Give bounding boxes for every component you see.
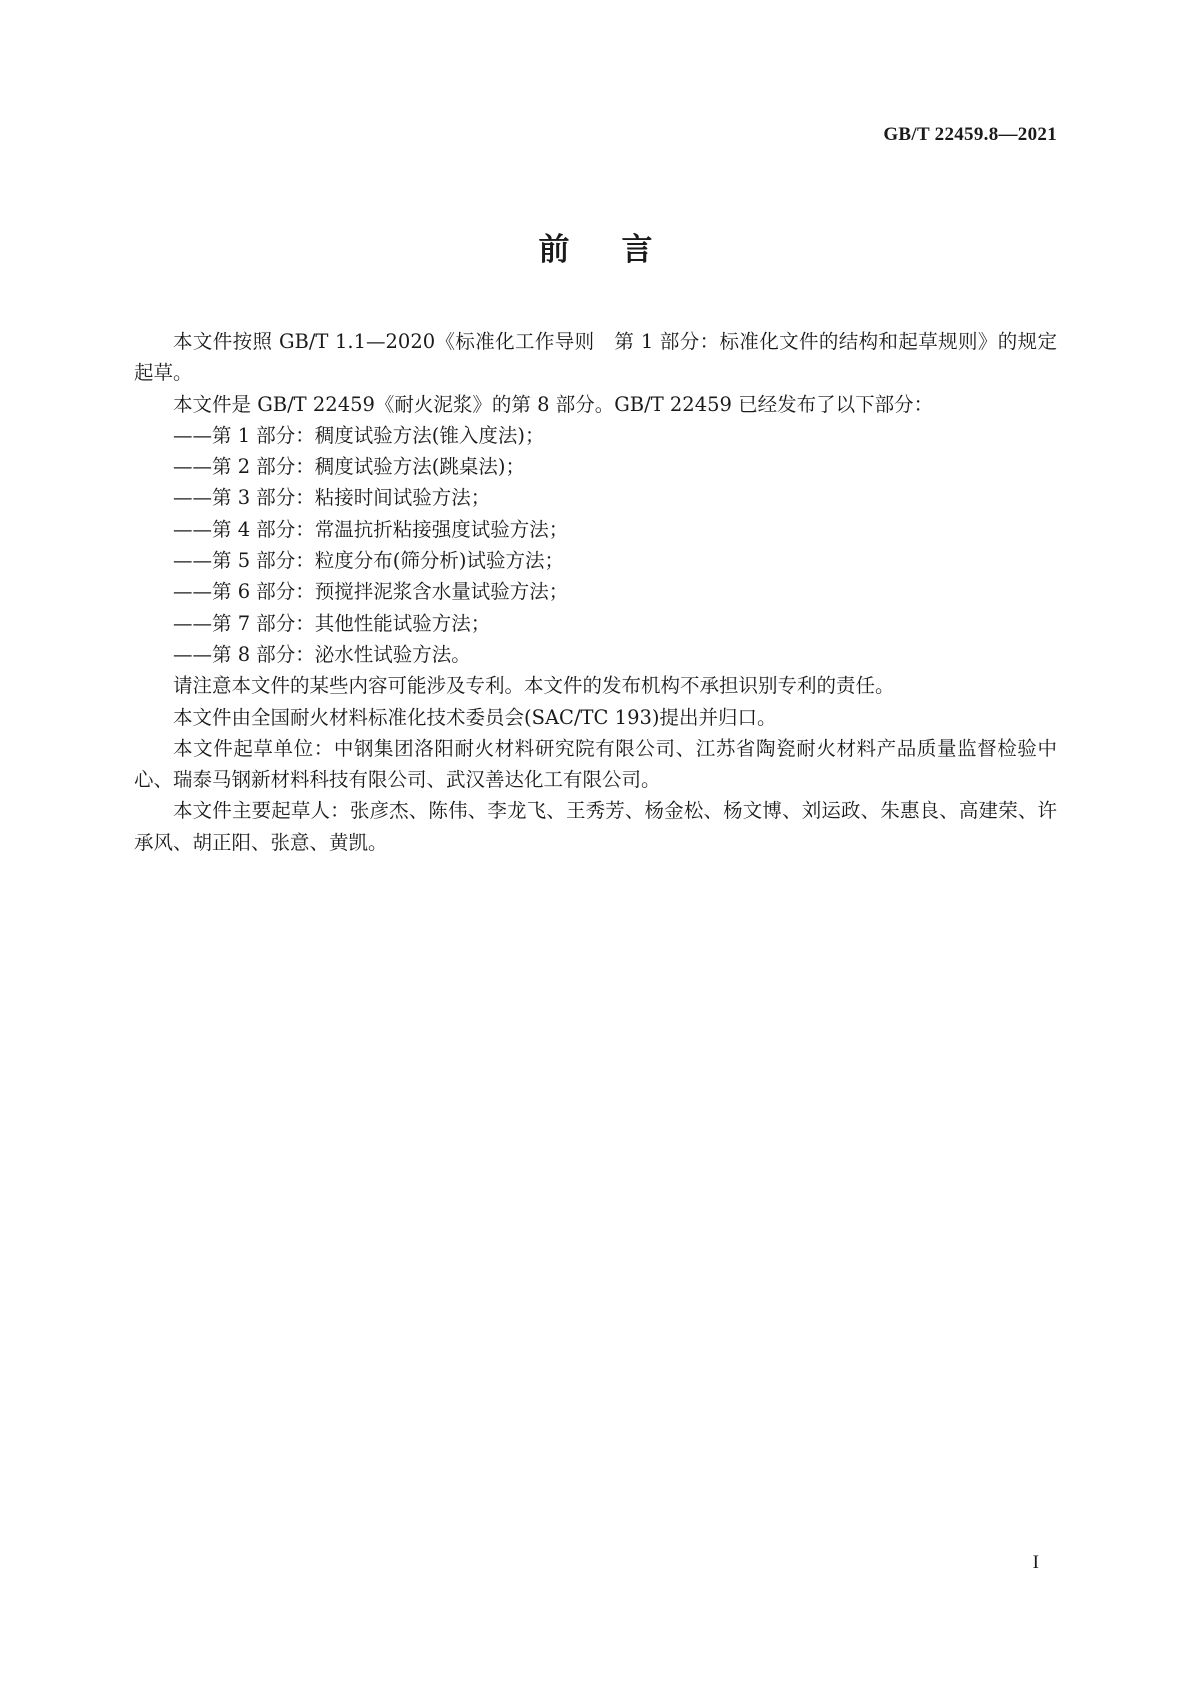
list-item-part-7: ——第 7 部分：其他性能试验方法； — [173, 611, 491, 635]
list-item-part-8: ——第 8 部分：泌水性试验方法。 — [173, 642, 471, 666]
list-item-part-1: ——第 1 部分：稠度试验方法(锥入度法)； — [173, 423, 545, 447]
paragraph-drafters: 本文件主要起草人：张彦杰、陈伟、李龙飞、王秀芳、杨金松、杨文博、刘运政、朱惠良、高建荣、许承风、胡正阳、张意、黄凯。 — [134, 799, 1057, 854]
paragraph-patent-notice: 请注意本文件的某些内容可能涉及专利。本文件的发布机构不承担识别专利的责任。 — [173, 674, 895, 698]
paragraph-drafting-units: 本文件起草单位：中钢集团洛阳耐火材料研究院有限公司、江苏省陶瓷耐火材料产品质量监督检验中心、瑞泰马钢新材料科技有限公司、武汉善达化工有限公司。 — [134, 736, 1057, 792]
standard-code: GB/T 22459.8—2021 — [883, 124, 1057, 145]
list-item-part-5: ——第 5 部分：粒度分布(筛分析)试验方法； — [173, 549, 565, 573]
page-title: 前言 — [538, 232, 705, 268]
list-item-part-6: ——第 6 部分：预搅拌泥浆含水量试验方法； — [173, 580, 569, 604]
foreword-body — [134, 326, 1057, 858]
list-item-part-4: ——第 4 部分：常温抗折粘接强度试验方法； — [173, 517, 569, 541]
list-item-part-2: ——第 2 部分：稠度试验方法(跳桌法)； — [173, 455, 526, 479]
list-item-part-3: ——第 3 部分：粘接时间试验方法； — [173, 486, 491, 510]
page-number: I — [1032, 1552, 1039, 1573]
paragraph-drafting-rules: 本文件按照 GB/T 1.1—2020《标准化工作导则 第 1 部分：标准化文件的结构和起草规则》的规定起草。 — [134, 330, 1057, 385]
paragraph-proposer: 本文件由全国耐火材料标准化技术委员会(SAC/TC 193)提出并归口。 — [173, 705, 777, 729]
paragraph-series-intro: 本文件是 GB/T 22459《耐火泥浆》的第 8 部分。GB/T 22459 已经发布了以下部分： — [173, 392, 934, 416]
